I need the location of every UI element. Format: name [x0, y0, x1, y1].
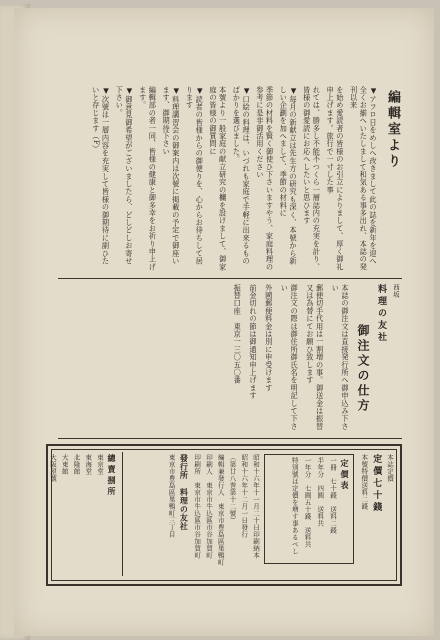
distributor-item: 大阪屋號: [48, 454, 57, 482]
printshop-line: 印刷所 東京市牛込區市谷加賀町: [193, 454, 202, 559]
distributors: [48, 454, 118, 574]
editorial-column: ▼次號は一層内容を充実して皆様の御期待に副ひたいと存じます（F）: [91, 86, 111, 265]
distributor-item: 東京堂: [96, 454, 104, 475]
order-title: 御注文の仕方: [356, 324, 370, 414]
section-divider: [58, 438, 402, 439]
printer-line: 印刷人 東京市牛込區市谷加賀町: [204, 454, 213, 559]
order-text: 郵便切手代用は一割増の事。御送金は振替又は為替にてお願ひ致します: [305, 284, 325, 431]
publisher-address: 東京市豊島區巣鴨町三丁目: [167, 454, 176, 538]
pub-date: 昭和十六年十二月一日發行: [240, 454, 249, 538]
order-text: 振替口座 東京一三〇五〇番: [233, 284, 243, 385]
distributors-heading: 總賣捌所: [107, 454, 117, 498]
publisher-name: 料理の友社: [376, 284, 386, 344]
editor-line: 編輯兼發行人 東京市豊島區巣鴨町: [216, 454, 225, 566]
colophon: [128, 454, 260, 574]
price-row: 一冊 七十錢 送料二錢: [329, 457, 337, 534]
distributor-item: 北隆館: [72, 454, 81, 475]
order-text: 前金切れの節は御通知申上げます: [248, 284, 258, 400]
editorial-column: ▼毎月の新献立は先生方の研究も深く、本號から新しい企劃を加へまして、季節の材料に: [279, 86, 298, 265]
price-right-note: 本號特價送料二錢: [360, 454, 369, 510]
order-text: 御注文の際は御住所御氏名を明記して下さい: [280, 284, 300, 431]
price-table-heading: 定價表: [340, 459, 350, 492]
editorial-column: ▼料理講習会の御案内は次號に掲載の予定で御座います、御期待下さい: [162, 86, 181, 265]
editorial-column: ▼御意見御希望がございましたら、どしどしお寄せ下さい。: [115, 86, 134, 265]
price-right-caption: 本誌定價: [386, 454, 394, 482]
order-section: [58, 284, 402, 434]
editorial-section: [58, 86, 402, 274]
section-divider: [58, 278, 402, 279]
price-note: 特別號は定價を増す事あるべし: [290, 457, 299, 555]
publisher-line: 發行所 料理の友社: [179, 454, 190, 531]
print-date: 昭和十六年十一月二十日印刷納本: [252, 454, 260, 559]
price-table: [264, 454, 354, 564]
editorial-column: 本號より一般家庭の献立研究の欄を設けまして、御家庭の皆様の御質問に: [208, 86, 228, 271]
price-row: 一年分 七圓五十錢 送料共: [303, 457, 312, 548]
price-right-label: [360, 454, 394, 574]
editorial-column: ▼口絵の料理は、いづれも家庭で手軽に出来るものばかりを選びました。: [232, 86, 252, 265]
editorial-title: 編輯室より: [385, 90, 400, 170]
editorial-column: ▼アフロ日をめしへ改きまして此の誌を新年を迎へ全くお揃へいたしまして和気ある事多出れ、本誌の発刊以来: [349, 86, 378, 271]
imprint-box: [46, 444, 402, 586]
price-row: 半年分 四圓 送料共: [316, 457, 325, 527]
distributor-item: 大東館: [60, 454, 69, 475]
editorial-column: を始め愛読者の皆様のお引立によりまして、厚く御礼申上げます。旅行で一寸した事: [326, 86, 345, 271]
editorial-column: 季節の材料を賢く御使ひ下さいますやう、家庭料理の参考に是非御活用ください: [255, 86, 275, 271]
editorial-column: れては、勝多し不能不つくら一層誌内の充実を計り、皆様の御愛読にお応へしたいと思ひます: [302, 86, 322, 271]
magazine-page: [14, 8, 434, 636]
editorial-column: ▼読者の皆様からの御便りを、心からお待ちして居ります: [185, 86, 205, 265]
volume-number: （第廿八巻第十二號）: [228, 454, 237, 524]
editorial-column: 編輯部の者一同、皆様の健康と御多幸をお祈り申上げます。: [138, 86, 158, 271]
publisher-label: 西坂: [392, 284, 400, 298]
price-right-value: 定價七十錢: [371, 454, 382, 514]
order-text: 外國郵便料金は別に申受けます: [264, 284, 274, 392]
distributor-item: 東海堂: [84, 454, 93, 475]
colophon-divider: [122, 452, 123, 576]
order-text: 本誌の御注文は直接発行所へ御申込み下さい: [331, 284, 350, 431]
